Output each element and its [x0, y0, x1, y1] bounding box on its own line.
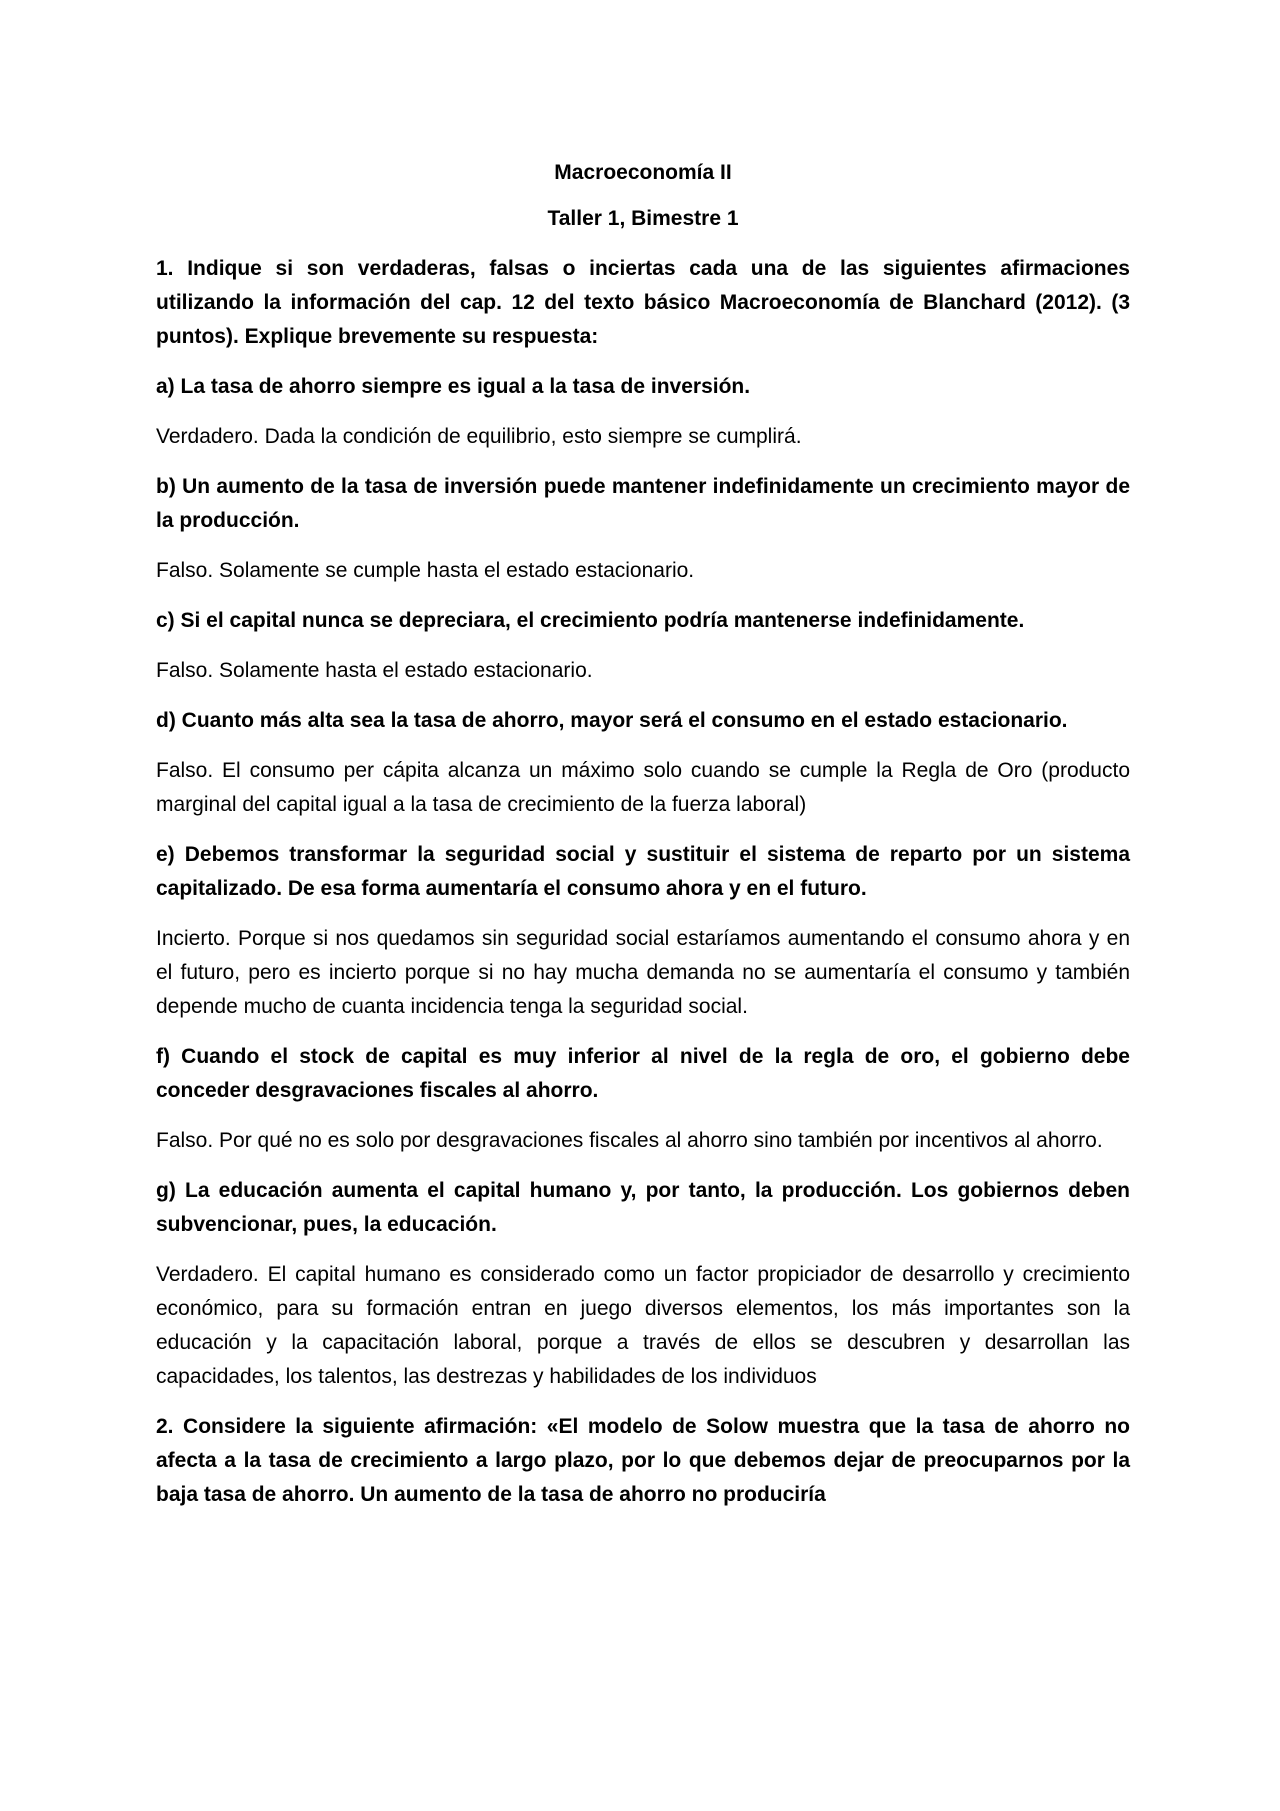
document-title: Macroeconomía II: [554, 161, 732, 184]
statement-a: a) La tasa de ahorro siempre es igual a la tasa de inversión.: [156, 375, 751, 398]
statement-e: e) Debemos transformar la seguridad social y sustituir el sistema de reparto por un sistema capitalizado. De esa forma aumentaría el consumo ahora y en el futuro.: [156, 843, 1130, 900]
answer-f: Falso. Por qué no es solo por desgravaciones fiscales al ahorro sino también por incentivos al ahorro.: [156, 1129, 1103, 1152]
document-subtitle: Taller 1, Bimestre 1: [547, 207, 739, 230]
answer-b: Falso. Solamente se cumple hasta el estado estacionario.: [156, 559, 695, 582]
statement-f: f) Cuando el stock de capital es muy inferior al nivel de la regla de oro, el gobierno debe conceder desgravaciones fiscales al ahorro.: [156, 1045, 1130, 1102]
statement-c: c) Si el capital nunca se depreciara, el crecimiento podría mantenerse indefinidamente.: [156, 609, 1025, 632]
statement-b: b) Un aumento de la tasa de inversión puede mantener indefinidamente un crecimiento mayor de la producción.: [156, 475, 1130, 532]
statement-d: d) Cuanto más alta sea la tasa de ahorro, mayor será el consumo en el estado estacionario.: [156, 709, 1068, 732]
question-2-intro: 2. Considere la siguiente afirmación: «El modelo de Solow muestra que la tasa de ahorro no afecta a la tasa de crecimiento a largo plazo, por lo que debemos dejar de preocuparnos por la baja tasa de ahorro. Un aumento de la tasa de ahorro no produciría: [156, 1415, 1130, 1506]
answer-e: Incierto. Porque si nos quedamos sin seguridad social estaríamos aumentando el consumo ahora y en el futuro, pero es incierto porque si no hay mucha demanda no se aumentaría el consumo y también depende mucho de cuanta incidencia tenga la seguridad social.: [156, 927, 1130, 1018]
answer-g: Verdadero. El capital humano es considerado como un factor propiciador de desarrollo y crecimiento económico, para su formación entran en juego diversos elementos, los más importantes son la educación y la capacitación laboral, porque a través de ellos se descubren y desarrollan las capacidades, los talentos, las destrezas y habilidades de los individuos: [156, 1263, 1130, 1388]
document-page: [156, 158, 1130, 1528]
answer-d: Falso. El consumo per cápita alcanza un máximo solo cuando se cumple la Regla de Oro (producto marginal del capital igual a la tasa de crecimiento de la fuerza laboral): [156, 759, 1130, 816]
answer-c: Falso. Solamente hasta el estado estacionario.: [156, 659, 593, 682]
statement-g: g) La educación aumenta el capital humano y, por tanto, la producción. Los gobiernos deben subvencionar, pues, la educación.: [156, 1179, 1130, 1236]
question-1-intro: 1. Indique si son verdaderas, falsas o inciertas cada una de las siguientes afirmaciones utilizando la información del cap. 12 del texto básico Macroeconomía de Blanchard (2012). (3 puntos). Explique brevemente su respuesta:: [156, 257, 1130, 348]
answer-a: Verdadero. Dada la condición de equilibrio, esto siempre se cumplirá.: [156, 425, 802, 448]
